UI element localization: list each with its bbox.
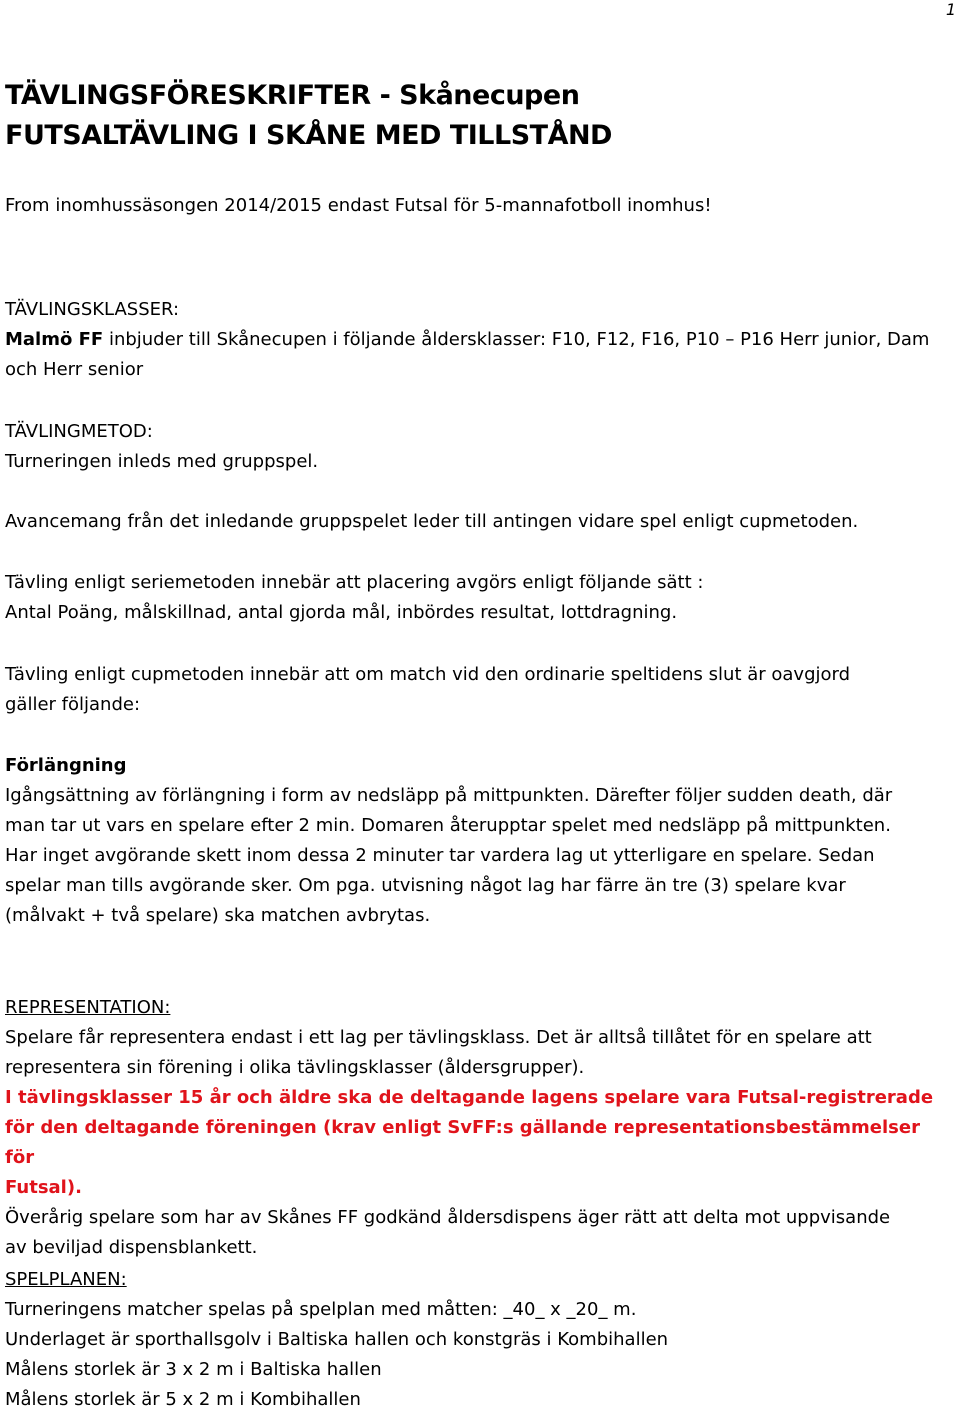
spelplanen-heading: SPELPLANEN: [5,1269,127,1290]
title-block [5,76,955,156]
dispens-line: av beviljad dispensblankett. [5,1237,258,1258]
section-forlangning [5,751,955,931]
cupmetod-line-2: gäller följande: [5,694,141,715]
section-tavlingmetod [5,417,955,477]
representation-line: representera sin förening i olika tävlingsklasser (åldersgrupper). [5,1057,585,1078]
cupmetod-line-1: Tävling enligt cupmetoden innebär att om match vid den ordinarie speltidens slut är oavgjord [5,664,851,685]
dispens-line: Överårig spelare som har av Skånes FF godkänd åldersdispens äger rätt att delta mot uppvisande [5,1207,891,1228]
seriemetod-line-1: Tävling enligt seriemetoden innebär att placering avgörs enligt följande sätt : [5,572,704,593]
title-line-1: TÄVLINGSFÖRESKRIFTER - Skånecupen [5,80,580,111]
cupmetod-block [5,660,955,720]
forlangning-line: man tar ut vars en spelare efter 2 min. Domaren återupptar spelet med nedsläpp på mittpunkten. [5,815,891,836]
section-tavlingsklasser [5,295,955,385]
avancemang-text: Avancemang från det inledande gruppspelet leder till antingen vidare spel enligt cupmetoden. [5,511,859,532]
tavlingsklasser-text-2: och Herr senior [5,359,144,380]
spelplanen-line: Turneringens matcher spelas på spelplan med måtten: _40_ x _20_ m. [5,1299,637,1320]
forlangning-line: Har inget avgörande skett inom dessa 2 minuter tar vardera lag ut ytterligare en spelare. Sedan [5,845,875,866]
forlangning-line: Igångsättning av förlängning i form av nedsläpp på mittpunkten. Därefter följer sudden death, där [5,785,893,806]
representation-red-line: för den deltagande föreningen (krav enligt SvFF:s gällande representationsbestämmelser för [5,1117,920,1168]
tavlingsklasser-text-1-rest: inbjuder till Skånecupen i följande åldersklasser: F10, F12, F16, P10 – P16 Herr junior, Dam [103,329,930,350]
section-spelplanen [5,1265,955,1415]
spelplanen-line: Målens storlek är 3 x 2 m i Baltiska hallen [5,1359,382,1380]
section-representation [5,993,955,1263]
intro-text: From inomhussäsongen 2014/2015 endast Futsal för 5-mannafotboll inomhus! [5,195,712,216]
representation-line: Spelare får representera endast i ett lag per tävlingsklass. Det är alltså tillåtet för en spelare att [5,1027,872,1048]
tavlingsklasser-text-1 [5,325,955,355]
spelplanen-line: Målens storlek är 5 x 2 m i Kombihallen [5,1389,361,1410]
page-number: 1 [945,0,956,19]
title-line-2: FUTSALTÄVLING I SKÅNE MED TILLSTÅND [5,120,612,151]
representation-red-line: I tävlingsklasser 15 år och äldre ska de deltagande lagens spelare vara Futsal-registrerade [5,1087,934,1108]
forlangning-line: (målvakt + två spelare) ska matchen avbrytas. [5,905,431,926]
representation-heading: REPRESENTATION: [5,997,171,1018]
tavlingsklasser-heading: TÄVLINGSKLASSER: [5,299,180,320]
avancemang-block [5,507,955,537]
tavlingmetod-line-1: Turneringen inleds med gruppspel. [5,451,319,472]
representation-red-line: Futsal). [5,1177,82,1198]
intro [5,191,955,221]
club-name: Malmö FF [5,329,104,350]
forlangning-line: spelar man tills avgörande sker. Om pga. utvisning något lag har färre än tre (3) spelare kvar [5,875,846,896]
tavlingmetod-heading: TÄVLINGMETOD: [5,421,153,442]
seriemetod-block [5,568,955,628]
spelplanen-line: Underlaget är sporthallsgolv i Baltiska hallen och konstgräs i Kombihallen [5,1329,669,1350]
forlangning-heading: Förlängning [5,755,127,776]
seriemetod-line-2: Antal Poäng, målskillnad, antal gjorda mål, inbördes resultat, lottdragning. [5,602,678,623]
